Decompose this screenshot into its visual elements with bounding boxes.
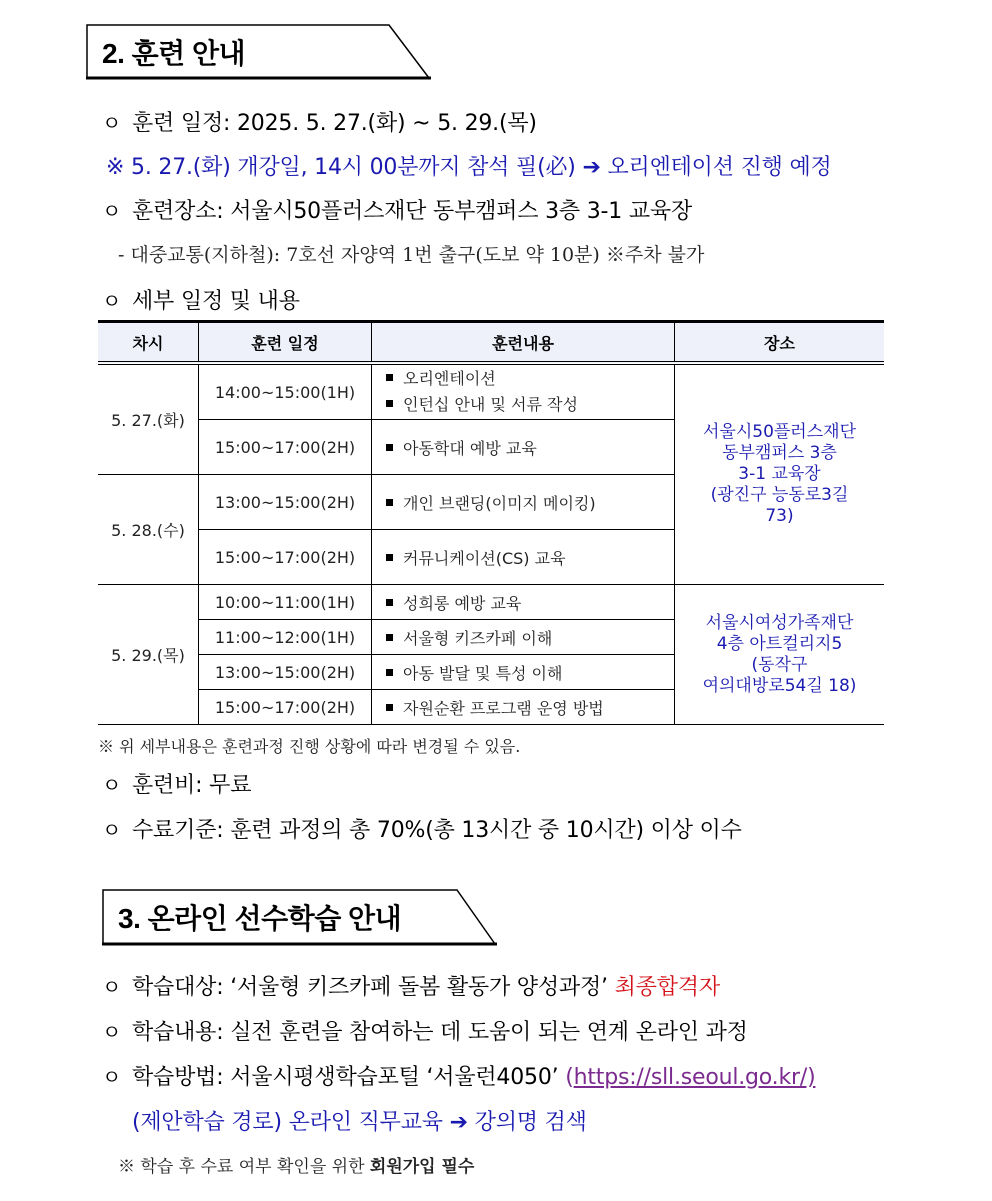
col-header-session: 차시 xyxy=(98,322,199,364)
target-text: 학습대상: ‘서울형 키즈카페 돌봄 활동가 양성과정’ xyxy=(132,975,615,1000)
col-header-place: 장소 xyxy=(675,322,885,364)
session-time: 10:00~11:00(1H) xyxy=(199,585,372,620)
col-header-time: 훈련 일정 xyxy=(199,322,372,364)
session-date: 5. 29.(목) xyxy=(98,585,199,725)
detail-heading-text: 세부 일정 및 내용 xyxy=(132,289,300,314)
square-bullet-icon xyxy=(386,499,393,506)
session-date: 5. 28.(수) xyxy=(98,475,199,585)
place-cell-1: 서울시50플러스재단 동부캠퍼스 3층 3-1 교육장 (광진구 능동로3길 73) xyxy=(675,363,885,585)
signup-note: ※ 학습 후 수료 여부 확인을 위한 회원가입 필수 xyxy=(118,1157,475,1177)
learning-path: (제안학습 경로) 온라인 직무교육 ➔ 강의명 검색 xyxy=(132,1110,587,1135)
session-time: 13:00~15:00(2H) xyxy=(199,475,372,530)
signup-required: 회원가입 필수 xyxy=(369,1157,475,1177)
bullet-icon: ㅇ xyxy=(102,111,122,135)
detail-heading xyxy=(102,284,300,315)
session-time: 15:00~17:00(2H) xyxy=(199,690,372,725)
table-note: ※ 위 세부내용은 훈련과정 진행 상황에 따라 변경될 수 있음. xyxy=(98,737,521,756)
method-line: ㅇ 학습방법: 서울시평생학습포털 ‘서울런4050’ (https://sll.seoul.go.kr/) xyxy=(102,1060,815,1091)
schedule-line xyxy=(102,106,537,137)
section-3-header xyxy=(102,889,497,941)
square-bullet-icon xyxy=(386,444,393,451)
bullet-icon: ㅇ xyxy=(102,773,122,797)
session-content: 자원순환 프로그램 운영 방법 xyxy=(372,690,675,725)
square-bullet-icon xyxy=(386,599,393,606)
fee-text: 훈련비: 무료 xyxy=(132,773,252,798)
section-2-title: 2. 훈련 안내 xyxy=(102,38,246,69)
bullet-icon: ㅇ xyxy=(102,818,122,842)
fee-line xyxy=(102,768,251,799)
section-3-title: 3. 온라인 선수학습 안내 xyxy=(118,903,402,934)
table-header-row xyxy=(98,322,884,364)
completion-text: 수료기준: 훈련 과정의 총 70%(총 13시간 중 10시간) 이상 이수 xyxy=(132,818,742,843)
session-time: 15:00~17:00(2H) xyxy=(199,530,372,585)
bullet-icon: ㅇ xyxy=(102,1065,122,1089)
session-content: 서울형 키즈카페 이해 xyxy=(372,620,675,655)
transit-info: - 대중교통(지하철): 7호선 자양역 1번 출구(도보 약 10분) ※주차 불가 xyxy=(118,244,705,266)
session-date: 5. 27.(화) xyxy=(98,363,199,475)
session-time: 14:00~15:00(1H) xyxy=(199,363,372,420)
target-line xyxy=(102,970,720,1001)
session-content: 개인 브랜딩(이미지 메이킹) xyxy=(372,475,675,530)
square-bullet-icon xyxy=(386,669,393,676)
session-content: 아동 발달 및 특성 이해 xyxy=(372,655,675,690)
portal-link[interactable]: https://sll.seoul.go.kr/) xyxy=(573,1065,816,1090)
place-cell-2: 서울시여성가족재단 4층 아트컬리지5 (동작구 여의대방로54길 18) xyxy=(675,585,885,725)
opening-notice: ※ 5. 27.(화) 개강일, 14시 00분까지 참석 필(必) ➔ 오리엔테이션 진행 예정 xyxy=(106,155,832,180)
location-text: 훈련장소: 서울시50플러스재단 동부캠퍼스 3층 3-1 교육장 xyxy=(132,199,692,224)
session-time: 11:00~12:00(1H) xyxy=(199,620,372,655)
bullet-icon: ㅇ xyxy=(102,199,122,223)
final-pass-highlight: 최종합격자 xyxy=(614,975,720,1000)
session-time: 15:00~17:00(2H) xyxy=(199,420,372,475)
bullet-icon: ㅇ xyxy=(102,1020,122,1044)
bullet-icon: ㅇ xyxy=(102,289,122,313)
bullet-icon: ㅇ xyxy=(102,975,122,999)
session-content: 커뮤니케이션(CS) 교육 xyxy=(372,530,675,585)
session-content: 아동학대 예방 교육 xyxy=(372,420,675,475)
table-row xyxy=(98,585,884,620)
schedule-table xyxy=(98,320,884,725)
square-bullet-icon xyxy=(386,634,393,641)
col-header-content: 훈련내용 xyxy=(372,322,675,364)
square-bullet-icon xyxy=(386,554,393,561)
content-line xyxy=(102,1015,748,1046)
square-bullet-icon xyxy=(386,400,393,407)
table-row xyxy=(98,363,884,420)
method-text: 학습방법: 서울시평생학습포털 ‘서울런4050’ xyxy=(132,1065,566,1090)
session-content: 오리엔테이션 인턴십 안내 및 서류 작성 xyxy=(372,363,675,420)
session-time: 13:00~15:00(2H) xyxy=(199,655,372,690)
square-bullet-icon xyxy=(386,704,393,711)
section-2-header xyxy=(86,24,431,76)
completion-line xyxy=(102,813,742,844)
content-text: 학습내용: 실전 훈련을 참여하는 데 도움이 되는 연계 온라인 과정 xyxy=(132,1020,748,1045)
schedule-text: 훈련 일정: 2025. 5. 27.(화) ~ 5. 29.(목) xyxy=(132,111,537,136)
session-content: 성희롱 예방 교육 xyxy=(372,585,675,620)
square-bullet-icon xyxy=(386,374,393,381)
location-line xyxy=(102,194,692,225)
